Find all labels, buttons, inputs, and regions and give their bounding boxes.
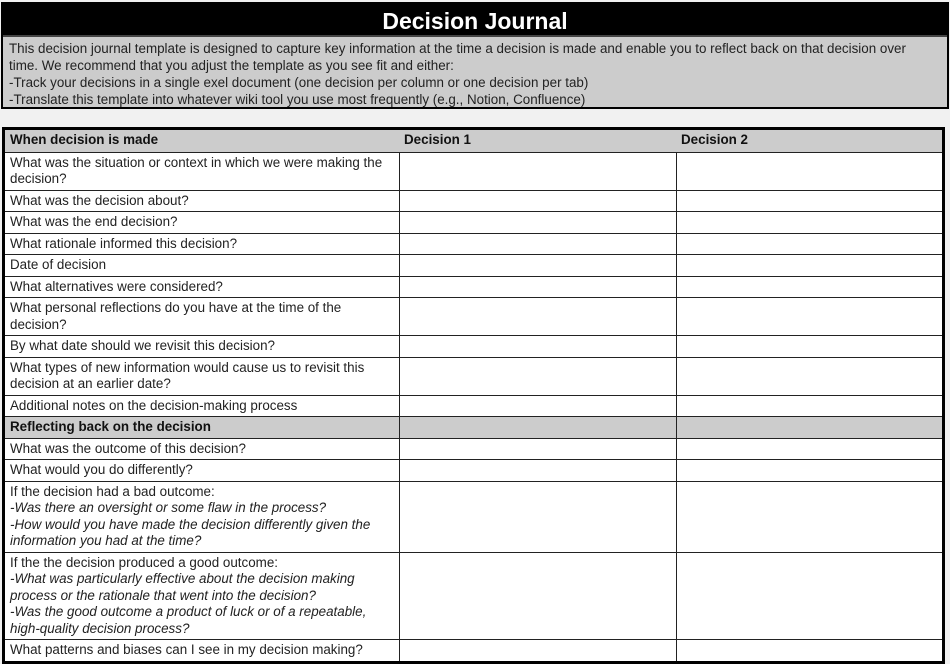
answer-cell-d1[interactable] bbox=[399, 357, 676, 395]
question-rationale: What rationale informed this decision? bbox=[5, 233, 399, 255]
answer-cell-d1[interactable] bbox=[399, 336, 676, 358]
header-row bbox=[5, 130, 942, 152]
question-new-information: What types of new information would cause us to revisit this decision at an earlier date? bbox=[5, 357, 399, 395]
answer-cell-d1[interactable] bbox=[399, 233, 676, 255]
section-reflecting-back: Reflecting back on the decision bbox=[5, 417, 399, 439]
question-patterns-biases: What patterns and biases can I see in my decision making? bbox=[5, 640, 399, 661]
header-decision-2: Decision 2 bbox=[676, 130, 942, 152]
answer-cell-d2[interactable] bbox=[676, 460, 942, 482]
header-decision-1: Decision 1 bbox=[399, 130, 676, 152]
answer-cell-d2[interactable] bbox=[676, 298, 942, 336]
answer-cell-d1[interactable] bbox=[399, 276, 676, 298]
answer-cell-d1[interactable] bbox=[399, 212, 676, 234]
intro-line: -Translate this template into whatever wiki tool you use most frequently (e.g., Notion, Confluence) bbox=[9, 92, 586, 107]
answer-cell-d1[interactable] bbox=[399, 190, 676, 212]
answer-cell-d2[interactable] bbox=[676, 233, 942, 255]
table-row bbox=[5, 233, 942, 255]
table-row bbox=[5, 212, 942, 234]
section-cell-d1 bbox=[399, 417, 676, 439]
answer-cell-d1[interactable] bbox=[399, 481, 676, 552]
question-good-outcome bbox=[5, 552, 399, 640]
table-row bbox=[5, 552, 942, 640]
decision-journal-table bbox=[2, 127, 945, 664]
table-row bbox=[5, 152, 942, 190]
question-personal-reflections: What personal reflections do you have at the time of the decision? bbox=[5, 298, 399, 336]
table-row bbox=[5, 438, 942, 460]
table-row bbox=[5, 481, 942, 552]
intro-panel bbox=[1, 2, 949, 109]
good-outcome-lead: If the the decision produced a good outcome: bbox=[10, 554, 278, 570]
header-when-made: When decision is made bbox=[5, 130, 399, 152]
intro-text bbox=[3, 35, 947, 108]
intro-line: time. We recommend that you adjust the template as you see fit and either: bbox=[9, 58, 454, 73]
table-row bbox=[5, 336, 942, 358]
section-header-row bbox=[5, 417, 942, 439]
question-bad-outcome bbox=[5, 481, 399, 552]
table-row bbox=[5, 298, 942, 336]
answer-cell-d2[interactable] bbox=[676, 255, 942, 277]
question-alternatives: What alternatives were considered? bbox=[5, 276, 399, 298]
table-row bbox=[5, 460, 942, 482]
answer-cell-d2[interactable] bbox=[676, 438, 942, 460]
answer-cell-d2[interactable] bbox=[676, 640, 942, 661]
answer-cell-d2[interactable] bbox=[676, 212, 942, 234]
intro-line: -Track your decisions in a single exel document (one decision per column or one decision per tab) bbox=[9, 75, 589, 90]
answer-cell-d1[interactable] bbox=[399, 395, 676, 417]
bad-outcome-q2: -How would you have made the decision differently given the information you had at the time? bbox=[10, 516, 371, 548]
bad-outcome-q1: -Was there an oversight or some flaw in the process? bbox=[10, 500, 327, 515]
answer-cell-d1[interactable] bbox=[399, 152, 676, 190]
good-outcome-q2: -Was the good outcome a product of luck or of a repeatable, high-quality decision process? bbox=[10, 604, 367, 636]
question-additional-notes: Additional notes on the decision-making process bbox=[5, 395, 399, 417]
question-date: Date of decision bbox=[5, 255, 399, 277]
good-outcome-q1: -What was particularly effective about the decision making process or the rationale that went into the decision? bbox=[10, 571, 355, 603]
answer-cell-d1[interactable] bbox=[399, 438, 676, 460]
answer-cell-d1[interactable] bbox=[399, 640, 676, 661]
answer-cell-d1[interactable] bbox=[399, 460, 676, 482]
intro-line: This decision journal template is designed to capture key information at the time a decision is made and enable you to reflect back on that decision over bbox=[9, 41, 906, 56]
answer-cell-d2[interactable] bbox=[676, 152, 942, 190]
question-about: What was the decision about? bbox=[5, 190, 399, 212]
answer-cell-d2[interactable] bbox=[676, 395, 942, 417]
table-row bbox=[5, 190, 942, 212]
question-do-differently: What would you do differently? bbox=[5, 460, 399, 482]
table-row bbox=[5, 640, 942, 661]
section-cell-d2 bbox=[676, 417, 942, 439]
table-row bbox=[5, 255, 942, 277]
answer-cell-d2[interactable] bbox=[676, 190, 942, 212]
bad-outcome-lead: If the decision had a bad outcome: bbox=[10, 483, 215, 499]
question-outcome: What was the outcome of this decision? bbox=[5, 438, 399, 460]
answer-cell-d2[interactable] bbox=[676, 276, 942, 298]
answer-cell-d2[interactable] bbox=[676, 357, 942, 395]
answer-cell-d1[interactable] bbox=[399, 298, 676, 336]
table-row bbox=[5, 276, 942, 298]
answer-cell-d2[interactable] bbox=[676, 481, 942, 552]
answer-cell-d1[interactable] bbox=[399, 255, 676, 277]
answer-cell-d1[interactable] bbox=[399, 552, 676, 640]
answer-cell-d2[interactable] bbox=[676, 552, 942, 640]
answer-cell-d2[interactable] bbox=[676, 336, 942, 358]
table-row bbox=[5, 395, 942, 417]
question-revisit-date: By what date should we revisit this decision? bbox=[5, 336, 399, 358]
question-situation: What was the situation or context in which we were making the decision? bbox=[5, 152, 399, 190]
question-end-decision: What was the end decision? bbox=[5, 212, 399, 234]
page-title: Decision Journal bbox=[3, 4, 947, 35]
table-row bbox=[5, 357, 942, 395]
